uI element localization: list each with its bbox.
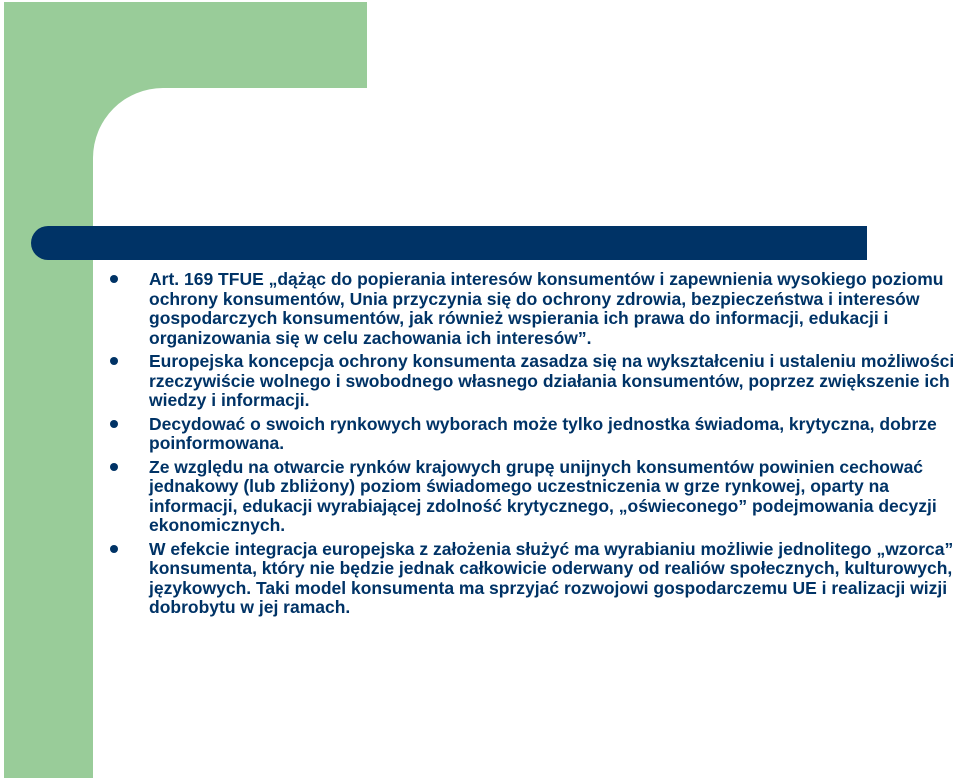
bullet-text: W efekcie integracja europejska z założenia służyć ma wyrabianiu możliwie jednolitego „wzorca” konsumenta, który nie będzie jednak całkowicie oderwany od realiów społecznych, kulturowych, językowych. Taki model konsumenta ma sprzyjać rozwojowi gospodarczemu UE i realizacji wizji dobrobytu w jej ramach. bbox=[149, 538, 954, 617]
bullet-item-5 bbox=[106, 540, 958, 618]
bullet-dot-icon bbox=[110, 357, 118, 365]
bullet-dot-icon bbox=[110, 463, 118, 471]
bullet-dot-icon bbox=[110, 545, 118, 553]
bullet-dot-icon bbox=[110, 420, 118, 428]
bullet-item-2 bbox=[106, 352, 958, 411]
bullet-dot-icon bbox=[110, 275, 118, 283]
bullet-text: Decydować o swoich rynkowych wyborach może tylko jednostka świadoma, krytyczna, dobrze poinformowana. bbox=[149, 413, 937, 453]
bullet-text: Ze względu na otwarcie rynków krajowych grupę unijnych konsumentów powinien cechować jednakowy (lub zbliżony) poziom świadomego uczestniczenia w grze rynkowej, oparty na informacji, edukacji wyrabiającej zdolność krytycznego, „oświeconego” podejmowania decyzji ekonomicznych. bbox=[149, 456, 937, 535]
bullet-text: Art. 169 TFUE „dążąc do popierania interesów konsumentów i zapewnienia wysokiego poziomu ochrony konsumentów, Unia przyczynia się do ochrony zdrowia, bezpieczeństwa i interesów gospodarczych konsumentów, jak również wspierania ich prawa do informacji, edukacji i organizowania się w celu zachowania ich interesów”. bbox=[149, 269, 944, 348]
title-bar bbox=[31, 226, 867, 260]
bullet-item-4 bbox=[106, 458, 958, 536]
bullet-text: Europejska koncepcja ochrony konsumenta zasadza się na wykształceniu i ustaleniu możliwości rzeczywiście wolnego i swobodnego własnego działania konsumentów, poprzez zwiększenie ich wiedzy i informacji. bbox=[149, 351, 955, 410]
bullet-list bbox=[106, 270, 958, 622]
bullet-item-1 bbox=[106, 270, 958, 348]
bullet-item-3 bbox=[106, 415, 958, 454]
